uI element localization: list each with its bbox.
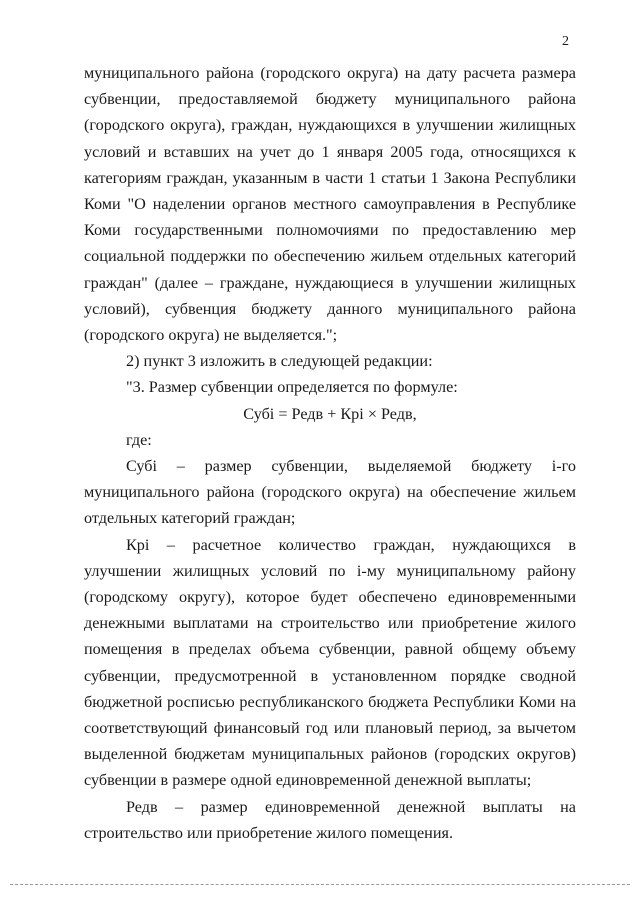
paragraph-item-2: 2) пункт 3 изложить в следующей редакции: bbox=[126, 352, 433, 371]
paragraph-def-sub: Субi – размер субвенции, выделяемой бюджету i-го муниципального района (городского округа) на обеспечение жильем отдельных категорий граждан; bbox=[84, 457, 576, 528]
paragraph-where: где: bbox=[126, 430, 152, 449]
page-number: 2 bbox=[562, 34, 569, 49]
document-body bbox=[84, 60, 576, 846]
paragraph-def-kr: Крi – расчетное количество граждан, нуждающихся в улучшении жилищных условий по i-му муниципальному району (городскому округу), которое будет обеспечено единовременными денежными выплатами на строительство или приобретение жилого помещения в пределах объема субвенции, равной общему объему субвенции, предусмотренной в установленном порядке сводной бюджетной росписью республиканского бюджета Республики Коми на соответствующий финансовый год или плановый период, за вычетом выделенной бюджетам муниципальных районов (городских округов) субвенции в размере одной единовременной денежной выплаты; bbox=[84, 535, 576, 790]
paragraph-continuation: муниципального района (городского округа) на дату расчета размера субвенции, предоставляемой бюджету муниципального района (городского округа), граждан, нуждающихся в улучшении жилищных условий и вставших на учет до 1 января 2005 года, относящихся к категориям граждан, указанным в части 1 статьи 1 Закона Республики Коми "О наделении органов местного самоуправления в Республике Коми государственными полномочиями по предоставлению мер социальной поддержки по обеспечению жильем отдельных категорий граждан" (далее – граждане, нуждающиеся в улучшении жилищных условий), субвенция бюджету данного муниципального района (городского округа) не выделяется."; bbox=[84, 64, 576, 345]
paragraph-def-redv: Редв – размер единовременной денежной выплаты на строительство или приобретение жилого помещения. bbox=[84, 797, 576, 842]
formula: Субi = Редв + Крi × Редв, bbox=[243, 404, 417, 423]
paragraph-formula-intro: "3. Размер субвенции определяется по формуле: bbox=[126, 378, 458, 397]
page-bottom-rule bbox=[10, 884, 630, 885]
